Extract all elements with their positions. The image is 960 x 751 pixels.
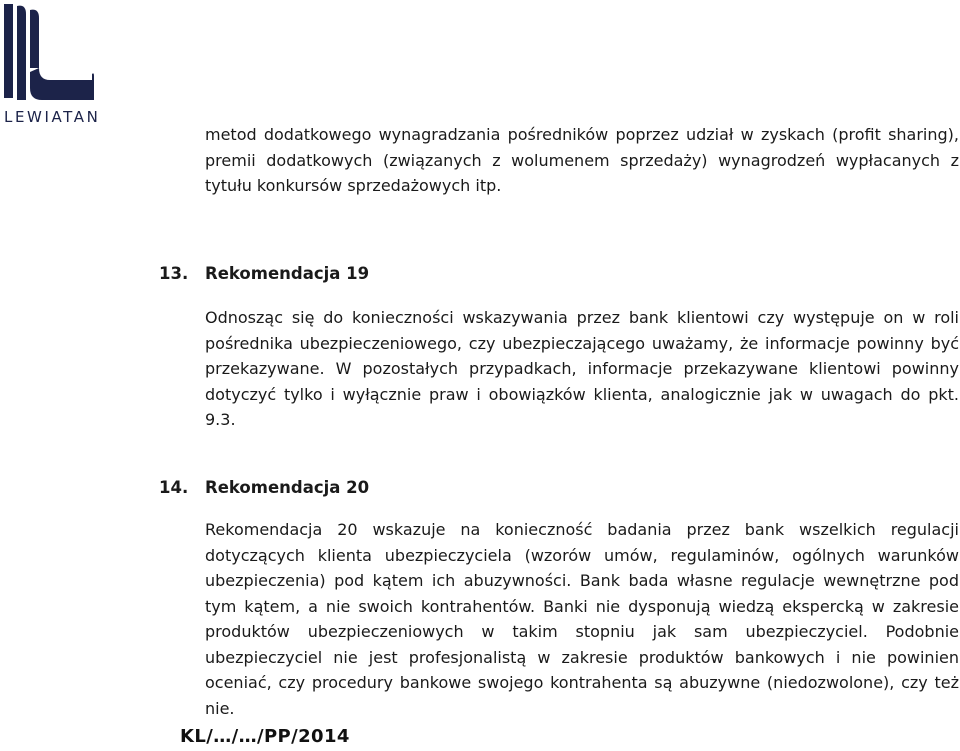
spacer [205,199,959,261]
section-13-title: Rekomendacja 19 [205,263,370,283]
document-body [159,122,959,721]
section-13-heading [159,261,959,287]
logo-wordmark: LEWIATAN [4,108,101,126]
spacer [205,433,959,475]
document-reference: KL/…/…/PP/2014 [180,726,350,747]
lewiatan-logo [2,2,102,126]
section-14-heading [159,475,959,501]
section-14-paragraph: Rekomendacja 20 wskazuje na konieczność badania przez bank wszelkich regulacji dotyczących klienta ubezpieczyciela (wzorów umów, regulaminów, ogólnych warunków ubezpieczenia) pod kątem ich abuzywności. Bank bada własne regulacje wewnętrzne pod tym kątem, a nie swoich kontrahentów. Banki nie dysponują wiedzą ekspercką w zakresie produktów ubezpieczeniowych w takim stopniu jak sam ubezpieczyciel. Podobnie ubezpieczyciel nie jest profesjonalistą w zakresie produktów bankowych i nie powinien oceniać, czy procedury bankowe swojego kontrahenta są abuzywne (niedozwolone), czy też nie. [205,520,959,718]
section-14-title: Rekomendacja 20 [205,477,370,497]
lewiatan-logo-mark-icon [2,2,102,106]
intro-paragraph: metod dodatkowego wynagradzania pośredników poprzez udział w zyskach (profit sharing), premii dodatkowych (związanych z wolumenem sprzedaży) wynagrodzeń wypłacanych z tytułu konkursów sprzedażowych itp. [205,125,959,195]
spacer [205,286,959,305]
spacer [205,500,959,517]
section-14-number: 14. [159,477,189,497]
section-13-paragraph: Odnosząc się do konieczności wskazywania przez bank klientowi czy występuje on w roli pośrednika ubezpieczeniowego, czy ubezpieczającego uważamy, że informacje powinny być przekazywane. W pozostałych przypadkach, informacje przekazywane klientowi powinny dotyczyć tylko i wyłącznie praw i obowiązków klienta, analogicznie jak w uwagach do pkt. 9.3. [205,308,959,429]
section-13-number: 13. [159,263,189,283]
